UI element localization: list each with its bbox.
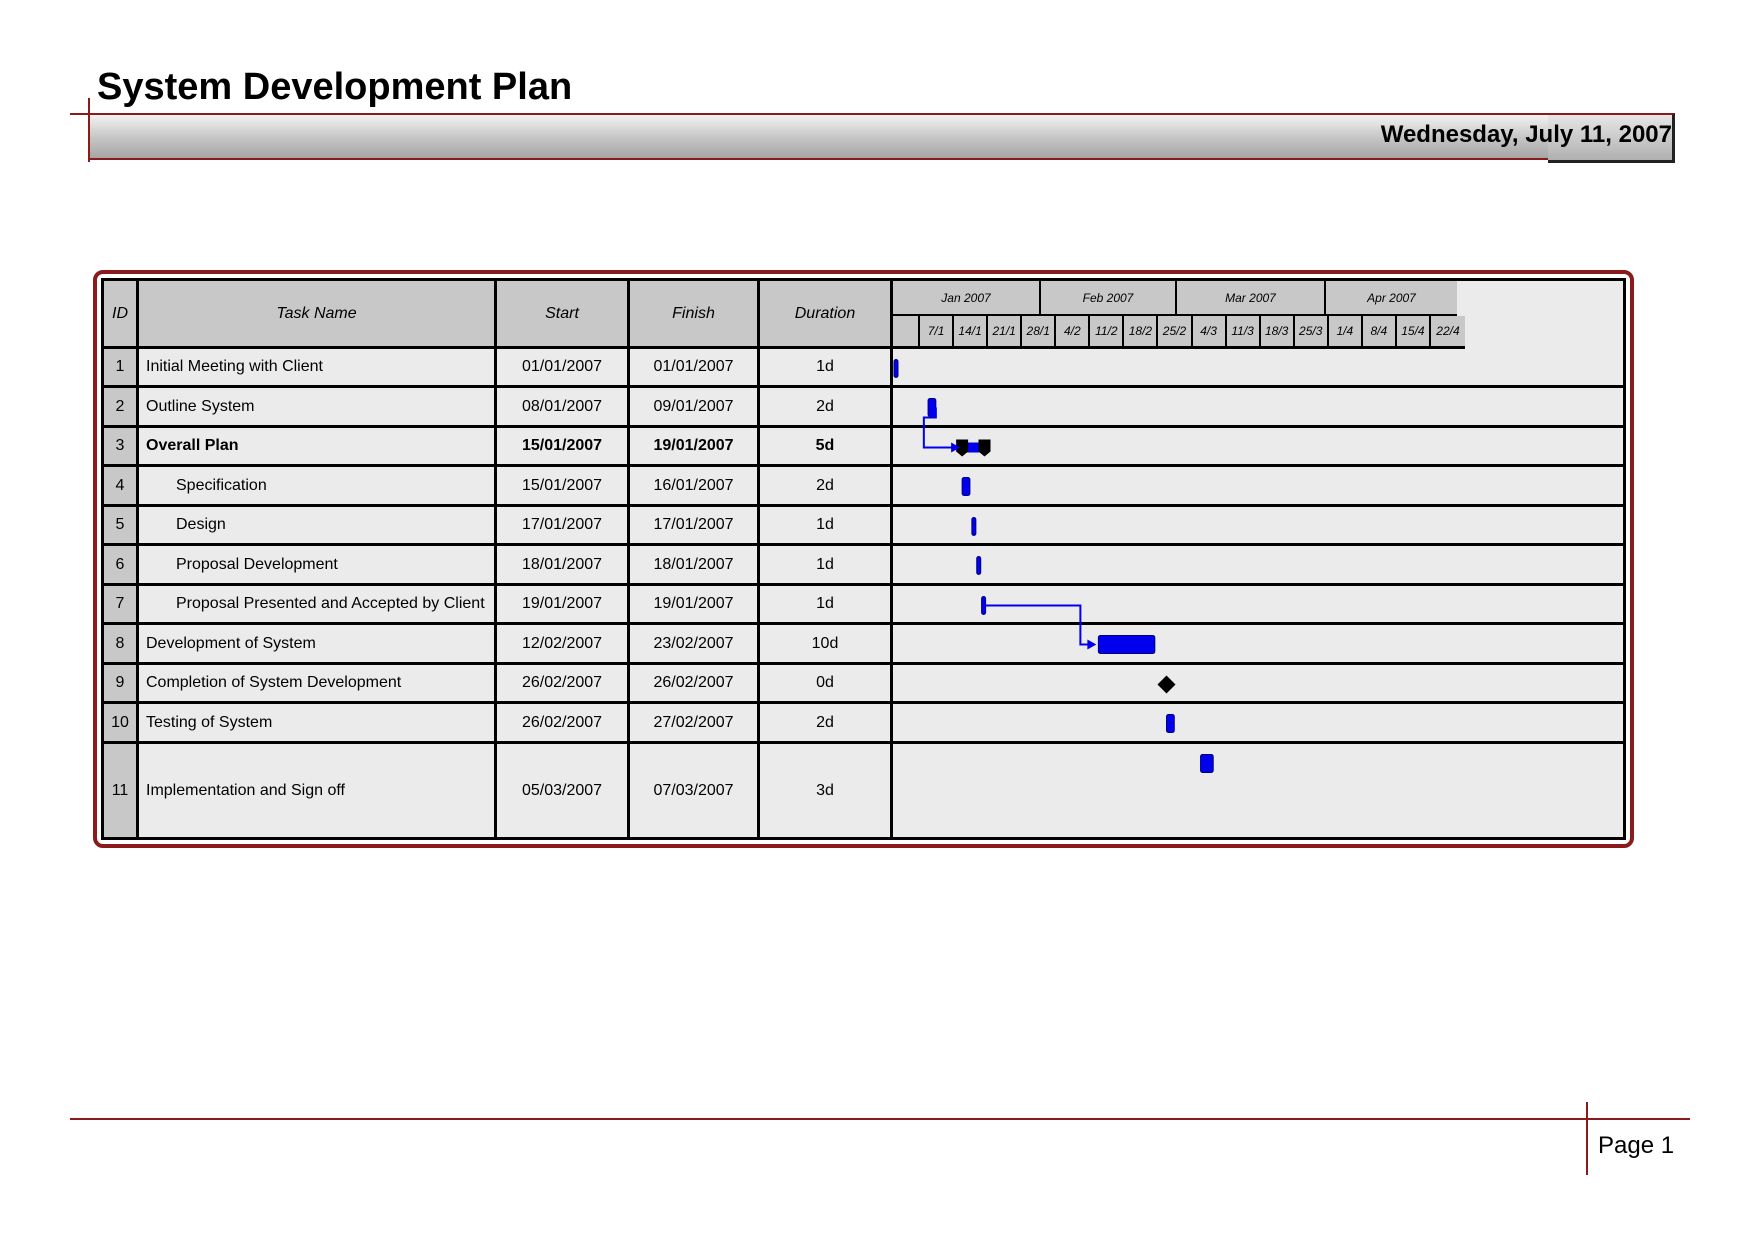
task-id-cell: 7 [104, 586, 139, 625]
timeline-week-header: 11/3 [1227, 316, 1261, 349]
timeline-week-header: 15/4 [1397, 316, 1431, 349]
timeline-month-header: Feb 2007 [1041, 281, 1177, 316]
task-finish-cell: 17/01/2007 [630, 507, 760, 546]
task-id-cell: 1 [104, 349, 139, 388]
task-finish-cell: 19/01/2007 [630, 428, 760, 467]
timeline-week-header: 21/1 [988, 316, 1022, 349]
timeline-week-header: 18/3 [1261, 316, 1295, 349]
task-finish-cell: 27/02/2007 [630, 704, 760, 744]
column-header-finish[interactable]: Finish [630, 281, 760, 349]
task-name-cell[interactable]: Implementation and Sign off [139, 744, 497, 837]
task-id-cell: 3 [104, 428, 139, 467]
header-accent-horizontal [70, 113, 94, 115]
task-finish-cell: 19/01/2007 [630, 586, 760, 625]
timeline-week-header: 14/1 [954, 316, 988, 349]
column-header-start[interactable]: Start [497, 281, 630, 349]
task-id-cell: 2 [104, 388, 139, 428]
task-start-cell: 26/02/2007 [497, 665, 630, 704]
task-start-cell: 26/02/2007 [497, 704, 630, 744]
timeline-week-header: 25/2 [1158, 316, 1192, 349]
task-name-cell[interactable]: Proposal Presented and Accepted by Client [139, 586, 497, 625]
gantt-chart [104, 281, 1623, 837]
task-start-cell: 15/01/2007 [497, 428, 630, 467]
task-id-cell: 4 [104, 467, 139, 507]
task-duration-cell: 2d [760, 388, 893, 428]
task-id-cell: 10 [104, 704, 139, 744]
task-start-cell: 17/01/2007 [497, 507, 630, 546]
task-id-cell: 8 [104, 625, 139, 665]
timeline-week-header: 22/4 [1431, 316, 1465, 349]
task-duration-cell: 3d [760, 744, 893, 837]
footer-accent [1586, 1102, 1588, 1175]
task-duration-cell: 1d [760, 507, 893, 546]
task-name-cell[interactable]: Overall Plan [139, 428, 497, 467]
timeline-week-header: 28/1 [1022, 316, 1056, 349]
task-name-cell[interactable]: Specification [139, 467, 497, 507]
timeline-week-header: 4/2 [1056, 316, 1090, 349]
task-bar [1167, 715, 1175, 733]
task-finish-cell: 16/01/2007 [630, 467, 760, 507]
timeline-week-header: 1/4 [1329, 316, 1363, 349]
task-finish-cell: 07/03/2007 [630, 744, 760, 837]
summary-end-cap [979, 440, 991, 457]
task-start-cell: 12/02/2007 [497, 625, 630, 665]
task-bar [977, 557, 981, 575]
task-duration-cell: 5d [760, 428, 893, 467]
task-duration-cell: 1d [760, 349, 893, 388]
timeline-week-header: 18/2 [1124, 316, 1158, 349]
task-duration-cell: 0d [760, 665, 893, 704]
timeline-month-header: Mar 2007 [1177, 281, 1326, 316]
column-header-id[interactable]: ID [104, 281, 139, 349]
task-bar [962, 478, 970, 496]
task-name-cell[interactable]: Initial Meeting with Client [139, 349, 497, 388]
task-bar [1098, 636, 1154, 654]
task-id-cell: 11 [104, 744, 139, 837]
task-name-cell[interactable]: Completion of System Development [139, 665, 497, 704]
task-start-cell: 08/01/2007 [497, 388, 630, 428]
task-start-cell: 05/03/2007 [497, 744, 630, 837]
report-date: Wednesday, July 11, 2007 [1380, 121, 1672, 148]
task-bar [1201, 755, 1214, 773]
task-id-cell: 5 [104, 507, 139, 546]
task-finish-cell: 09/01/2007 [630, 388, 760, 428]
gantt-table [101, 278, 1626, 840]
task-name-cell[interactable]: Proposal Development [139, 546, 497, 586]
header-accent-vertical [88, 98, 90, 162]
task-finish-cell: 18/01/2007 [630, 546, 760, 586]
task-name-cell[interactable]: Outline System [139, 388, 497, 428]
timeline-week-header: 8/4 [1363, 316, 1397, 349]
page-number: Page 1 [1598, 1132, 1675, 1159]
task-duration-cell: 10d [760, 625, 893, 665]
task-finish-cell: 23/02/2007 [630, 625, 760, 665]
column-header-duration[interactable]: Duration [760, 281, 893, 349]
timeline-month-header: Jan 2007 [893, 281, 1041, 316]
task-duration-cell: 1d [760, 546, 893, 586]
column-header-task[interactable]: Task Name [139, 281, 497, 349]
timeline-week-header: 4/3 [1193, 316, 1227, 349]
timeline-week-header: 25/3 [1295, 316, 1329, 349]
task-name-cell[interactable]: Testing of System [139, 704, 497, 744]
task-finish-cell: 26/02/2007 [630, 665, 760, 704]
task-start-cell: 18/01/2007 [497, 546, 630, 586]
task-start-cell: 15/01/2007 [497, 467, 630, 507]
task-duration-cell: 2d [760, 467, 893, 507]
task-bar [972, 518, 976, 536]
task-duration-cell: 1d [760, 586, 893, 625]
milestone-marker [1158, 676, 1176, 694]
footer-line [70, 1118, 1690, 1120]
task-bar [928, 399, 936, 417]
dependency-arrowhead [1087, 640, 1096, 650]
timeline-month-header: Apr 2007 [1326, 281, 1457, 316]
dependency-link [985, 606, 1095, 645]
task-start-cell: 19/01/2007 [497, 586, 630, 625]
task-id-cell: 6 [104, 546, 139, 586]
task-name-cell[interactable]: Development of System [139, 625, 497, 665]
timeline-week-header: 11/2 [1090, 316, 1124, 349]
task-duration-cell: 2d [760, 704, 893, 744]
task-name-cell[interactable]: Design [139, 507, 497, 546]
timeline-week-header: 7/1 [920, 316, 954, 349]
task-id-cell: 9 [104, 665, 139, 704]
task-bar [894, 360, 898, 378]
page-title: System Development Plan [97, 66, 573, 108]
task-finish-cell: 01/01/2007 [630, 349, 760, 388]
task-start-cell: 01/01/2007 [497, 349, 630, 388]
